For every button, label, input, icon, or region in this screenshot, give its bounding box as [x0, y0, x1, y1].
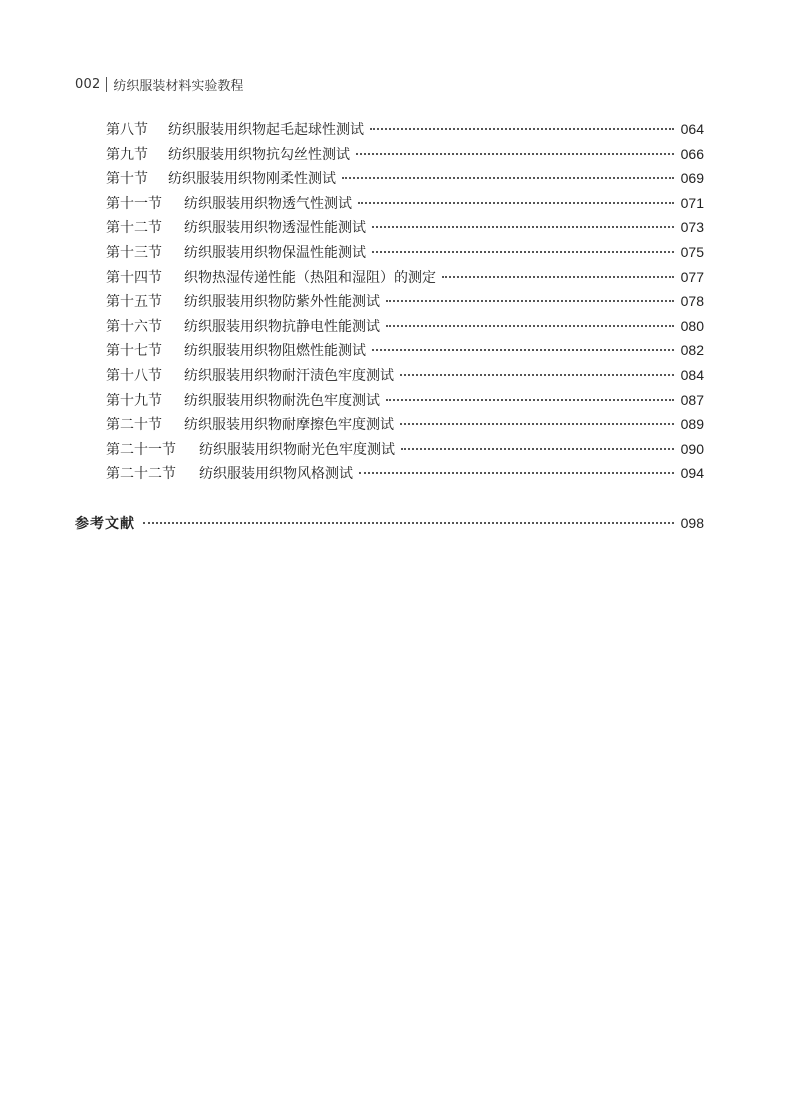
toc-page-number: 064: [680, 121, 704, 137]
toc-page-number: 071: [680, 194, 704, 211]
toc-section-number: 第二十二节: [106, 466, 176, 483]
header-book-title: 纺织服装材料实验教程: [113, 78, 244, 94]
table-of-contents: [106, 117, 704, 486]
toc-row[interactable]: [106, 363, 704, 388]
toc-section-title: 纺织服装用织物防紫外性能测试: [184, 294, 380, 311]
toc-page-number: 069: [680, 170, 704, 187]
toc-page-number: 082: [680, 342, 704, 359]
toc-page-number: 089: [680, 416, 704, 433]
toc-row[interactable]: [106, 338, 704, 363]
dot-leader: [356, 152, 674, 155]
dot-leader: [358, 201, 674, 204]
toc-section-title: 纺织服装用织物透气性测试: [184, 195, 352, 212]
dot-leader: [386, 398, 674, 401]
toc-row-references[interactable]: [75, 511, 704, 535]
toc-row[interactable]: [106, 191, 704, 216]
toc-row[interactable]: [106, 388, 704, 413]
dot-leader: [400, 373, 674, 376]
toc-section-number: 第十节: [106, 171, 148, 188]
toc-section-number: 第十五节: [106, 294, 162, 311]
toc-row[interactable]: [106, 265, 704, 290]
toc-row[interactable]: [106, 117, 704, 142]
header-divider: [106, 77, 107, 92]
toc-section-title: 纺织服装用织物保温性能测试: [184, 244, 366, 261]
toc-section-number: 第十七节: [106, 343, 162, 360]
dot-leader: [386, 324, 674, 327]
toc-page-number: 094: [680, 465, 704, 482]
toc-section-title: 纺织服装用织物耐洗色牢度测试: [184, 392, 380, 409]
toc-section-number: 第二十一节: [106, 441, 176, 458]
dot-leader: [401, 447, 674, 450]
toc-page-number: 066: [680, 145, 704, 162]
toc-section-number: 第十一节: [106, 195, 162, 212]
toc-page-number: 090: [680, 440, 704, 457]
toc-row[interactable]: [106, 166, 704, 191]
toc-section-title: 纺织服装用织物风格测试: [199, 466, 353, 483]
toc-row[interactable]: [106, 412, 704, 437]
toc-row[interactable]: [106, 437, 704, 462]
toc-page-number: 084: [680, 366, 704, 383]
toc-section-number: 第十六节: [106, 318, 162, 335]
toc-row[interactable]: [106, 289, 704, 314]
header-page-number: 002: [75, 76, 101, 92]
toc-section-title: 纺织服装用织物耐光色牢度测试: [199, 441, 395, 458]
references-page-number: 098: [680, 515, 704, 531]
toc-section-number: 第二十节: [106, 417, 162, 434]
dot-leader: [359, 471, 674, 474]
dot-leader: [342, 176, 674, 179]
dot-leader: [372, 250, 674, 253]
dot-leader: [386, 299, 674, 302]
toc-page-number: 087: [680, 391, 704, 408]
toc-page-number: 078: [680, 293, 704, 310]
dot-leader: [442, 275, 674, 278]
toc-row[interactable]: [106, 142, 704, 167]
toc-section-title: 纺织服装用织物透湿性能测试: [184, 220, 366, 237]
toc-section-number: 第十八节: [106, 367, 162, 384]
toc-section-number: 第九节: [106, 146, 148, 163]
toc-section-title: 纺织服装用织物抗静电性能测试: [184, 318, 380, 335]
dot-leader: [372, 348, 674, 351]
toc-section-title: 纺织服装用织物耐汗渍色牢度测试: [184, 367, 394, 384]
toc-page-number: 077: [680, 268, 704, 285]
toc-row[interactable]: [106, 461, 704, 486]
toc-section-number: 第十三节: [106, 244, 162, 261]
toc-section-title: 织物热湿传递性能（热阻和湿阻）的测定: [184, 269, 436, 286]
toc-section-title: 纺织服装用织物抗勾丝性测试: [168, 146, 350, 163]
toc-page-number: 075: [680, 243, 704, 260]
dot-leader: [372, 225, 674, 228]
toc-section-number: 第十四节: [106, 269, 162, 286]
toc-row[interactable]: [106, 240, 704, 265]
toc-section-title: 纺织服装用织物耐摩擦色牢度测试: [184, 417, 394, 434]
toc-section-number: 第十九节: [106, 392, 162, 409]
toc-section-number: 第十二节: [106, 220, 162, 237]
toc-section-title: 纺织服装用织物刚柔性测试: [168, 171, 336, 188]
dot-leader: [370, 127, 674, 130]
toc-page-number: 080: [680, 317, 704, 334]
toc-section-title: 纺织服装用织物起毛起球性测试: [168, 122, 364, 138]
toc-section-number: 第八节: [106, 122, 148, 138]
references-label: 参考文献: [75, 516, 135, 532]
toc-row[interactable]: [106, 215, 704, 240]
running-header: [75, 72, 243, 96]
toc-section-title: 纺织服装用织物阻燃性能测试: [184, 343, 366, 360]
toc-row[interactable]: [106, 314, 704, 339]
dot-leader: [143, 521, 674, 524]
dot-leader: [400, 422, 674, 425]
toc-page-number: 073: [680, 219, 704, 236]
